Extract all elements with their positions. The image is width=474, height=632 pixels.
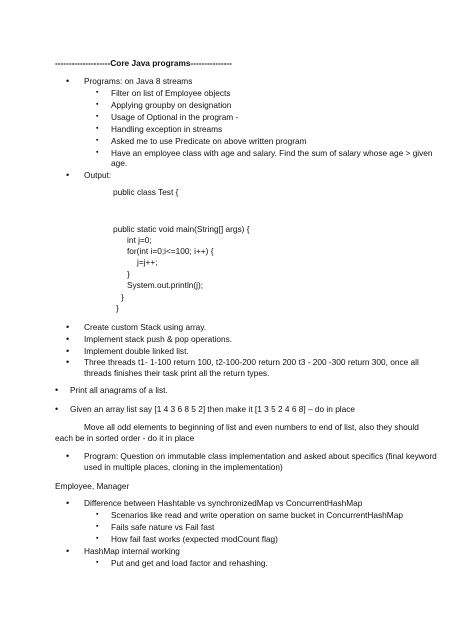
list-item: Filter on list of Employee objects [111,88,231,98]
code-line: j=j++; [137,257,158,267]
list-item: Usage of Optional in the program - [111,112,239,122]
bullet-icon: ▪ [96,511,99,518]
bullet-icon: • [66,322,70,332]
bullet-icon: • [66,451,70,461]
bullet-icon: ▪ [96,559,99,566]
list-item: Given an array list say [1 4 3 6 8 5 2] then make it [1 3 5 2 4 6 8] – do in place [70,404,356,414]
list-item: Implement stack push & pop operations. [84,334,233,344]
code-line: public static void main(String[] args) { [113,224,250,234]
bullet-icon: ▪ [96,101,99,108]
code-line: System.out.println(j); [127,280,204,290]
list-item: Handling exception in streams [111,124,223,134]
code-line: int j=0; [127,235,152,245]
code-line: public class Test { [113,187,179,197]
list-item: Three threads t1- 1-100 return 100, t2-100-200 return 200 t3 - 200 -300 return 300, once all [84,357,419,367]
list-item: Print all anagrams of a list. [70,385,168,395]
list-item-continuation: age. [111,158,128,168]
code-line: } [127,269,130,279]
list-item: Difference between Hashtable vs synchronizedMap vs ConcurrentHashMap [84,498,363,508]
bullet-icon: ▪ [96,113,99,120]
paragraph-line: Move all odd elements to beginning of list and even numbers to end of list, also they should [84,422,419,432]
bullet-icon: ▪ [96,137,99,144]
code-line: } [116,303,119,313]
bullet-icon: • [66,334,70,344]
list-item: Fails safe nature vs Fail fast [111,522,215,532]
list-item: Put and get and load factor and rehashing. [111,558,268,568]
list-item: HashMap internal working [84,546,180,556]
list-item: Program: Question on immutable class implementation and asked about specifics (final keyword [84,451,437,461]
bullet-icon: ▪ [96,125,99,132]
page-title: --------------------Core Java programs--------------- [55,58,232,68]
list-item: How fail fast works (expected modCount flag) [111,534,278,544]
list-item: Asked me to use Predicate on above written program [111,136,307,146]
bullet-icon: • [66,346,70,356]
code-line: for(int i=0;i<=100; i++) { [127,246,214,256]
bullet-icon: ▪ [96,89,99,96]
code-line: } [121,292,124,302]
list-item: Scenarios like read and write operation on same bucket in ConcurrentHashMap [111,510,403,520]
list-item: Implement double linked list. [84,346,189,356]
section-heading: Employee, Manager [55,481,130,491]
list-item-continuation: threads finishes their task print all the return types. [84,368,270,378]
list-item: Applying groupby on designation [111,100,232,110]
bullet-icon: ▪ [96,535,99,542]
bullet-icon: • [66,76,70,86]
bullet-icon: • [66,170,70,180]
programs-label: Programs: on Java 8 streams [84,76,193,86]
bullet-icon: • [55,404,59,414]
bullet-icon: ▪ [96,523,99,530]
list-item-continuation: used in multiple places, cloning in the implementation) [84,462,283,472]
list-item: Have an employee class with age and salary. Find the sum of salary whose age > given [111,148,433,158]
output-label: Output: [84,170,112,180]
bullet-icon: ▪ [96,149,99,156]
bullet-icon: • [66,498,70,508]
bullet-icon: • [66,357,70,367]
list-item: Create custom Stack using array. [84,322,207,332]
paragraph-line: each be in sorted order - do it in place [55,433,195,443]
bullet-icon: • [55,385,59,395]
bullet-icon: • [66,546,70,556]
